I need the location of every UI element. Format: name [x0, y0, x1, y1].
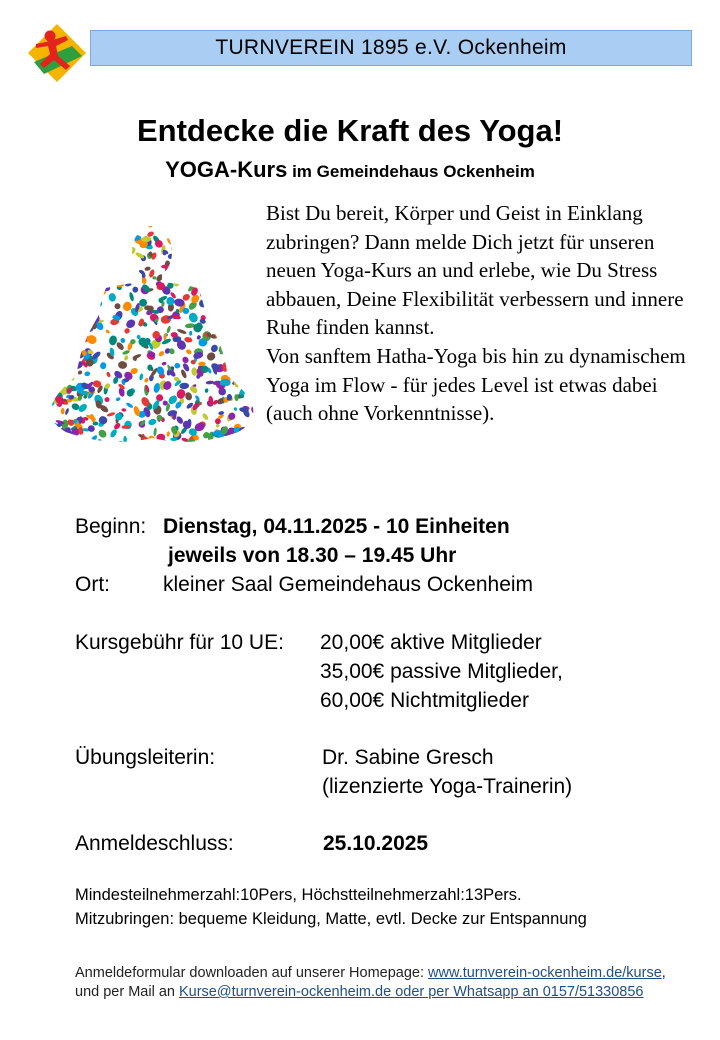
- location-value: kleiner Saal Gemeindehaus Ockenheim: [163, 573, 534, 596]
- subtitle-location: im Gemeindehaus Ockenheim: [287, 162, 535, 181]
- mail-whatsapp-link[interactable]: Kurse@turnverein-ockenheim.de oder per Whatsapp an 0157/51330856: [178, 984, 644, 1000]
- intro-paragraph-1: Bist Du bereit, Körper und Geist in Einklang zubringen? Dann melde Dich jetzt für unseren neuen Yoga-Kurs an und erlebe, wie Du Stress abbauen, Deine Flexibilität verbessern und innere Ruhe finden kannst.: [266, 201, 684, 340]
- registration-info: [75, 964, 675, 1002]
- leader-name: Dr. Sabine Gresch: [322, 746, 494, 769]
- turnverein-logo-figure-icon: [26, 22, 88, 84]
- begin-label: Beginn:: [75, 515, 147, 538]
- fee-active-members: 20,00€ aktive Mitglieder: [320, 631, 542, 654]
- intro-text: [266, 199, 686, 428]
- subtitle-course: YOGA-Kurs: [165, 157, 288, 182]
- begin-value: Dienstag, 04.11.2025 - 10 Einheiten: [163, 515, 510, 538]
- participant-limits: Mindesteilnehmerzahl:10Pers, Höchstteilnehmerzahl:13Pers.: [75, 886, 522, 904]
- flyer-subtitle: [0, 157, 700, 183]
- intro-paragraph-2: Von sanftem Hatha-Yoga bis hin zu dynamischem Yoga im Flow - für jedes Level ist etwas dabei (auch ohne Vorkenntnisse).: [266, 343, 686, 426]
- meditating-figure-collage-icon: [36, 222, 268, 454]
- leader-role: (lizenzierte Yoga-Trainerin): [322, 775, 573, 798]
- deadline-label: Anmeldeschluss:: [75, 832, 234, 855]
- fee-passive-members: 35,00€ passive Mitglieder,: [320, 660, 563, 683]
- deadline-value: 25.10.2025: [323, 832, 429, 855]
- bring-items: Mitzubringen: bequeme Kleidung, Matte, evtl. Decke zur Entspannung: [75, 910, 587, 928]
- club-header-band: [90, 30, 692, 66]
- fee-label: Kursgebühr für 10 UE:: [75, 631, 284, 654]
- fee-non-members: 60,00€ Nichtmitglieder: [320, 689, 529, 712]
- registration-text-2: , und per Mail an: [75, 965, 666, 1000]
- registration-text-1: Anmeldeformular downloaden auf unserer Homepage:: [75, 965, 429, 981]
- time-value: jeweils von 18.30 – 19.45 Uhr: [168, 544, 457, 567]
- flyer-title: Entdecke die Kraft des Yoga!: [136, 113, 564, 148]
- club-name: TURNVEREIN 1895 e.V. Ockenheim: [215, 36, 567, 59]
- homepage-link[interactable]: www.turnverein-ockenheim.de/kurse: [428, 965, 662, 981]
- location-label: Ort:: [75, 573, 110, 596]
- leader-label: Übungsleiterin:: [75, 746, 216, 769]
